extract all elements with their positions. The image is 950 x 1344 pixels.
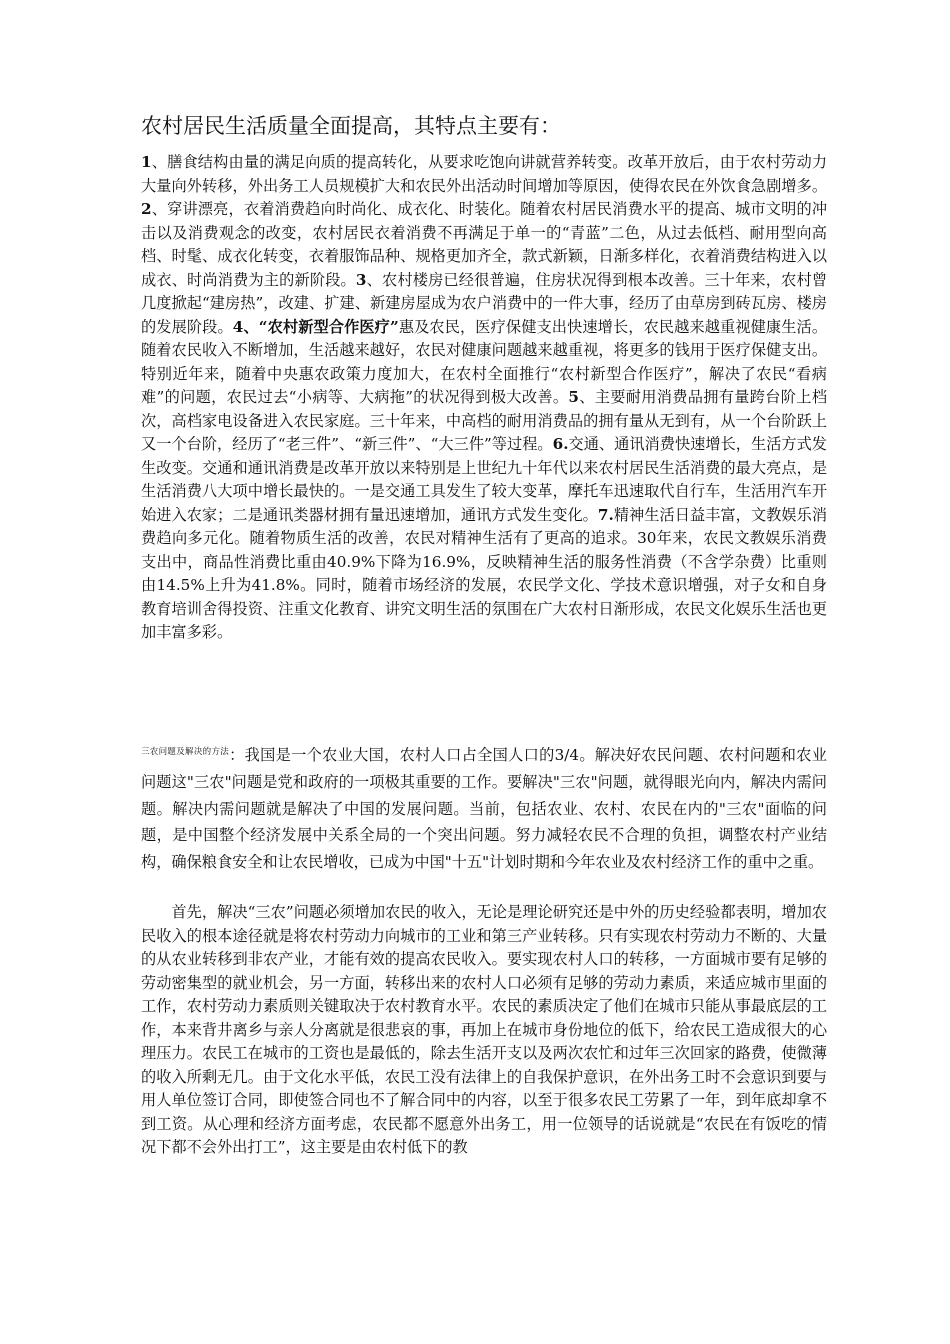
paragraph-text: ：我国是一个农业大国，农村人口占全国人口的3/4。解决好农民问题、农村问题和农业问题这"三农"问题是党和政府的一项极其重要的工作。要解决"三农"问题，就得眼光向内，解决内需问题。解决内需问题就是解决了中国的发展问题。当前，包括农业、农村、农民在内的"三农"面临的问题，是中国整个经济发展中关系全局的一个突出问题。努力减轻农民不合理的负担，调整农村产业结构，确保粮食安全和让农民增收，已成为中国"十五"计划时期和今年农业及农村经济工作的重中之重。: [141, 746, 827, 872]
item-text: 、膳食结构由量的满足向质的提高转化，从要求吃饱向讲就营养转变。改革开放后，由于农村劳动力大量向外转移，外出务工人员规模扩大和农民外出活动时间增加等原因，使得农民在外饮食急剧增多。: [141, 153, 827, 195]
item-number: 5: [568, 388, 579, 406]
item-number: 6.: [552, 435, 569, 453]
item-text: 、主要耐用消费品拥有量跨台阶上档次，高档家电设备进入农民家庭。三十年来，中高档的耐用消费品的拥有量从无到有，从一个台阶跃上又一个台阶，经历了“老三件”、“新三件”、“大三件”等过程。: [141, 388, 828, 453]
paragraph-features: [141, 151, 827, 645]
item-number: 3: [355, 270, 367, 289]
item-text: 精神生活日益丰富，文教娱乐消费趋向多元化。随着物质生活的改善，农民对精神生活有了更高的追求。30年来，农民文教娱乐消费支出中，商品性消费比重由40.9%下降为16.9%，反映精神生活的服务性消费（不含学杂费）比重则由14.5%上升为41.8%。同时，随着市场经济的发展，农民学文化、学技术意识增强，对子女和自身教育培训舍得投资、注重文化教育、讲究文明生活的氛围在广大农村日渐形成，农民文化娱乐生活也更加丰富多彩。: [141, 505, 828, 641]
item-number: 7.: [597, 505, 614, 524]
paragraph-three-rural-issues: [141, 739, 827, 876]
item-number: 1: [141, 153, 152, 171]
item-text: 、穿讲漂亮，衣着消费趋向时尚化、成衣化、时装化。随着农村居民消费水平的提高、城市文明的冲击以及消费观念的改变，农村居民衣着消费不再满足于单一的“青蓝”二色，从过去低档、耐用型向高档、时髦、成衣化转变，衣着服饰品种、规格更加齐全，款式新颖，日渐多样化，衣着消费结构进入以成衣、时尚消费为主的新阶段。: [141, 200, 827, 289]
item-text: 交通、通讯消费快速增长，生活方式发生改变。交通和通讯消费是改革开放以来特别是上世纪九十年代以来农村居民生活消费的最大亮点，是生活消费八大项中增长最快的。一是交通工具发生了较大变革，摩托车迅速取代自行车，生活用汽车开始进入农家；二是通讯类器材拥有量迅速增加，通讯方式发生变化。: [141, 435, 827, 524]
item-number: 2: [141, 200, 152, 218]
item-number: 4、“农村新型合作医疗”: [232, 317, 399, 336]
inline-small-label: 三农问题及解决的方法: [141, 747, 230, 757]
paragraph-income: 首先，解决“三农”问题必须增加农民的收入，无论是理论研究还是中外的历史经验都表明，增加农民收入的根本途径就是将农村劳动力向城市的工业和第三产业转移。只有实现农村劳动力不断的、大量的从农业转移到非农产业，才能有效的提高农民收入。要实现农村人口的转移，一方面城市要有足够的劳动密集型的就业机会，另一方面，转移出来的农村人口必须有足够的劳动力素质，来适应城市里面的工作，农村劳动力素质则关键取决于农村教育水平。农民的素质决定了他们在城市只能从事最底层的工作，本来背井离乡与亲人分离就是很悲哀的事，再加上在城市身份地位的低下，给农民工造成很大的心理压力。农民工在城市的工资也是最低的，除去生活开支以及两次农忙和过年三次回家的路费，使微薄的收入所剩无几。由于文化水平低，农民工没有法律上的自我保护意识，在外出务工时不会意识到要与用人单位签订合同，即使签合同也不了解合同中的内容，以至于很多农民工劳累了一年，到年底却拿不到工资。从心理和经济方面考虑，农民都不愿意外出务工，用一位领导的话说就是“农民在有饭吃的情况下都不会外出打工”，这主要是由农村低下的教: [141, 903, 827, 1156]
item-text: 惠及农民，医疗保健支出快速增长，农民越来越重视健康生活。随着农民收入不断增加，生活越来越好，农民对健康问题越来越重视，将更多的钱用于医疗保健支出。特别近年来，随着中央惠农政策力度加大，在农村全面推行“农村新型合作医疗”，解决了农民“看病难”的问题，农民过去“小病等、大病拖”的状况得到极大改善。: [141, 317, 828, 406]
section-heading: 农村居民生活质量全面提高，其特点主要有：: [141, 114, 561, 138]
item-text: 、农村楼房已经很普遍，住房状况得到根本改善。三十年来，农村曾几度掀起“建房热”，改建、扩建、新建房屋成为农户消费中的一件大事，经历了由草房到砖瓦房、楼房的发展阶段。: [141, 270, 828, 336]
